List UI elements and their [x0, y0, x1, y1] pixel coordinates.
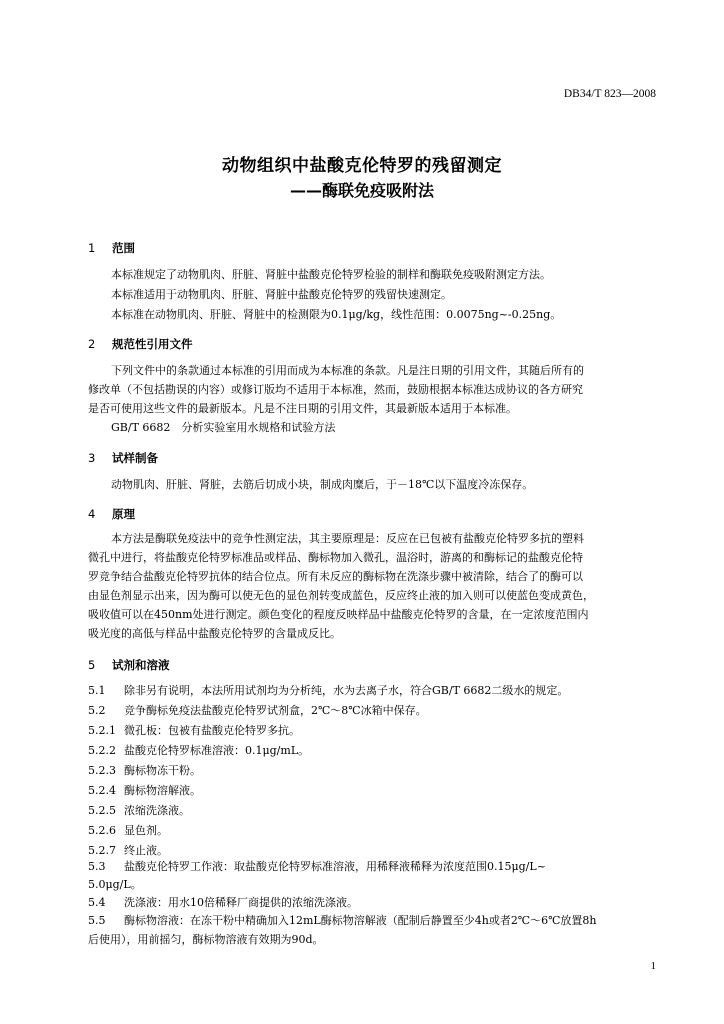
clause-number: 5.3	[88, 860, 106, 873]
clause	[88, 914, 597, 928]
clause-number: 5.2.6	[88, 824, 116, 837]
section-heading-principle	[88, 506, 135, 522]
section-heading-sample-prep	[88, 450, 158, 466]
clause-text: 竞争酶标免疫法盐酸克伦特罗试剂盒，2℃～8℃冰箱中保存。	[124, 704, 427, 717]
paragraph-line: 修改单（不包括勘误的内容）或修订版均不适用于本标准，然而，鼓励根据本标准达成协议的各方研究	[88, 383, 583, 396]
clause-text: 后使用），用前摇匀，酶标物溶液有效期为90d。	[88, 933, 324, 946]
section-number: 1	[88, 241, 96, 255]
clause-number: 5.2.2	[88, 744, 116, 757]
paragraph-line: 本标准适用于动物肌肉、肝脏、肾脏中盐酸克伦特罗的残留快速测定。	[111, 288, 452, 301]
document-title: 动物组织中盐酸克伦特罗的残留测定	[222, 156, 502, 176]
section-number: 3	[88, 451, 96, 465]
document-subtitle: ——酶联免疫吸附法	[289, 181, 434, 200]
clause-text: 酶标物溶液：在冻干粉中精确加入12mL酶标物溶解液（配制后静置至少4h或者2℃～6℃放置8h	[124, 914, 597, 927]
clause	[88, 860, 546, 874]
section-title: 范围	[112, 241, 136, 255]
paragraph-line: 下列文件中的条款通过本标准的引用而成为本标准的条款。凡是注日期的引用文件，其随后所有的	[111, 364, 584, 377]
clause	[88, 744, 309, 758]
section-heading-scope	[88, 240, 135, 256]
clause	[88, 684, 568, 698]
section-heading-reagents	[88, 657, 170, 673]
clause-text: 盐酸克伦特罗标准溶液：0.1μg/mL。	[124, 744, 310, 757]
paragraph-line: 由显色剂显示出来，因为酶可以使无色的显色剂转变成蓝色，反应终止液的加入则可以使蓝色变成黄色，	[88, 589, 594, 602]
clause-text: 显色剂。	[124, 824, 168, 837]
clause-text: 洗涤液：用水10倍稀释厂商提供的浓缩洗涤液。	[124, 896, 358, 909]
clause-number: 5.2.7	[88, 844, 116, 857]
section-title: 原理	[112, 507, 136, 521]
paragraph-line: 是否可使用这些文件的最新版本。凡是不注日期的引用文件，其最新版本适用于本标准。	[88, 402, 517, 415]
paragraph-line: 本标准规定了动物肌肉、肝脏、肾脏中盐酸克伦特罗检验的制样和酶联免疫吸附测定方法。	[111, 268, 551, 281]
clause-number: 5.2.4	[88, 784, 116, 797]
section-title: 试剂和溶液	[112, 658, 170, 672]
reference-item: GB/T 6682 分析实验室用水规格和试验方法	[111, 421, 336, 434]
clause-text: 酶标物溶解液。	[124, 784, 201, 797]
section-number: 2	[88, 337, 96, 351]
paragraph-line: 本标准在动物肌肉、肝脏、肾脏中的检测限为0.1μg/kg，线性范围：0.0075ng~-0.25ng。	[111, 308, 562, 321]
paragraph-line: 吸收值可以在450nm处进行测定。颜色变化的程度反映样品中盐酸克伦特罗的含量，在一定浓度范围内	[88, 608, 589, 621]
clause-text: 除非另有说明，本法所用试剂均为分析纯，水为去离子水，符合GB/T 6682二级水的规定。	[124, 684, 569, 697]
clause-text: 5.0μg/L。	[88, 878, 142, 891]
section-number: 4	[88, 507, 96, 521]
clause-text: 终止液。	[124, 844, 168, 857]
standard-code: DB34/T 823—2008	[563, 88, 656, 100]
paragraph-line: 动物肌肉、肝脏、肾脏，去筋后切成小块，制成肉糜后，于－18℃以下温度冷冻保存。	[111, 478, 534, 491]
clause	[88, 824, 168, 838]
clause-text: 盐酸克伦特罗工作液：取盐酸克伦特罗标准溶液，用稀释液稀释为浓度范围0.15μg/L~	[124, 860, 546, 873]
paragraph-line: 本方法是酶联免疫法中的竞争性测定法，其主要原理是：反应在已包被有盐酸克伦特罗多抗的塑料	[111, 532, 584, 545]
clause-number: 5.4	[88, 896, 106, 909]
clause-number: 5.2.1	[88, 724, 116, 737]
paragraph-line: 微孔中进行，将盐酸克伦特罗标准品或样品、酶标物加入微孔，温浴时，游离的和酶标记的盐酸克伦特	[88, 551, 583, 564]
paragraph-line: 罗竞争结合盐酸克伦特罗抗体的结合位点。所有未反应的酶标物在洗涤步骤中被清除，结合了的酶可以	[88, 570, 583, 583]
section-title: 规范性引用文件	[112, 337, 193, 351]
clause	[88, 704, 427, 718]
clause-number: 5.1	[88, 684, 106, 697]
section-heading-references	[88, 336, 193, 352]
clause-number: 5.2.3	[88, 764, 116, 777]
clause-text: 浓缩洗涤液。	[124, 804, 190, 817]
paragraph-line: 吸光度的高低与样品中盐酸克伦特罗的含量成反比。	[88, 627, 341, 640]
clause	[88, 804, 190, 818]
clause	[88, 844, 168, 858]
clause-number: 5.2.5	[88, 804, 116, 817]
clause-number: 5.5	[88, 914, 106, 927]
clause-continuation	[88, 878, 142, 892]
clause-text: 酶标物冻干粉。	[124, 764, 201, 777]
section-number: 5	[88, 658, 96, 672]
page-number: 1	[650, 960, 656, 972]
clause	[88, 724, 300, 738]
clause	[88, 784, 201, 798]
section-title: 试样制备	[112, 451, 159, 465]
clause-number: 5.2	[88, 704, 106, 717]
clause-text: 微孔板：包被有盐酸克伦特罗多抗。	[124, 724, 300, 737]
clause-continuation	[88, 933, 324, 947]
clause	[88, 896, 358, 910]
clause	[88, 764, 201, 778]
